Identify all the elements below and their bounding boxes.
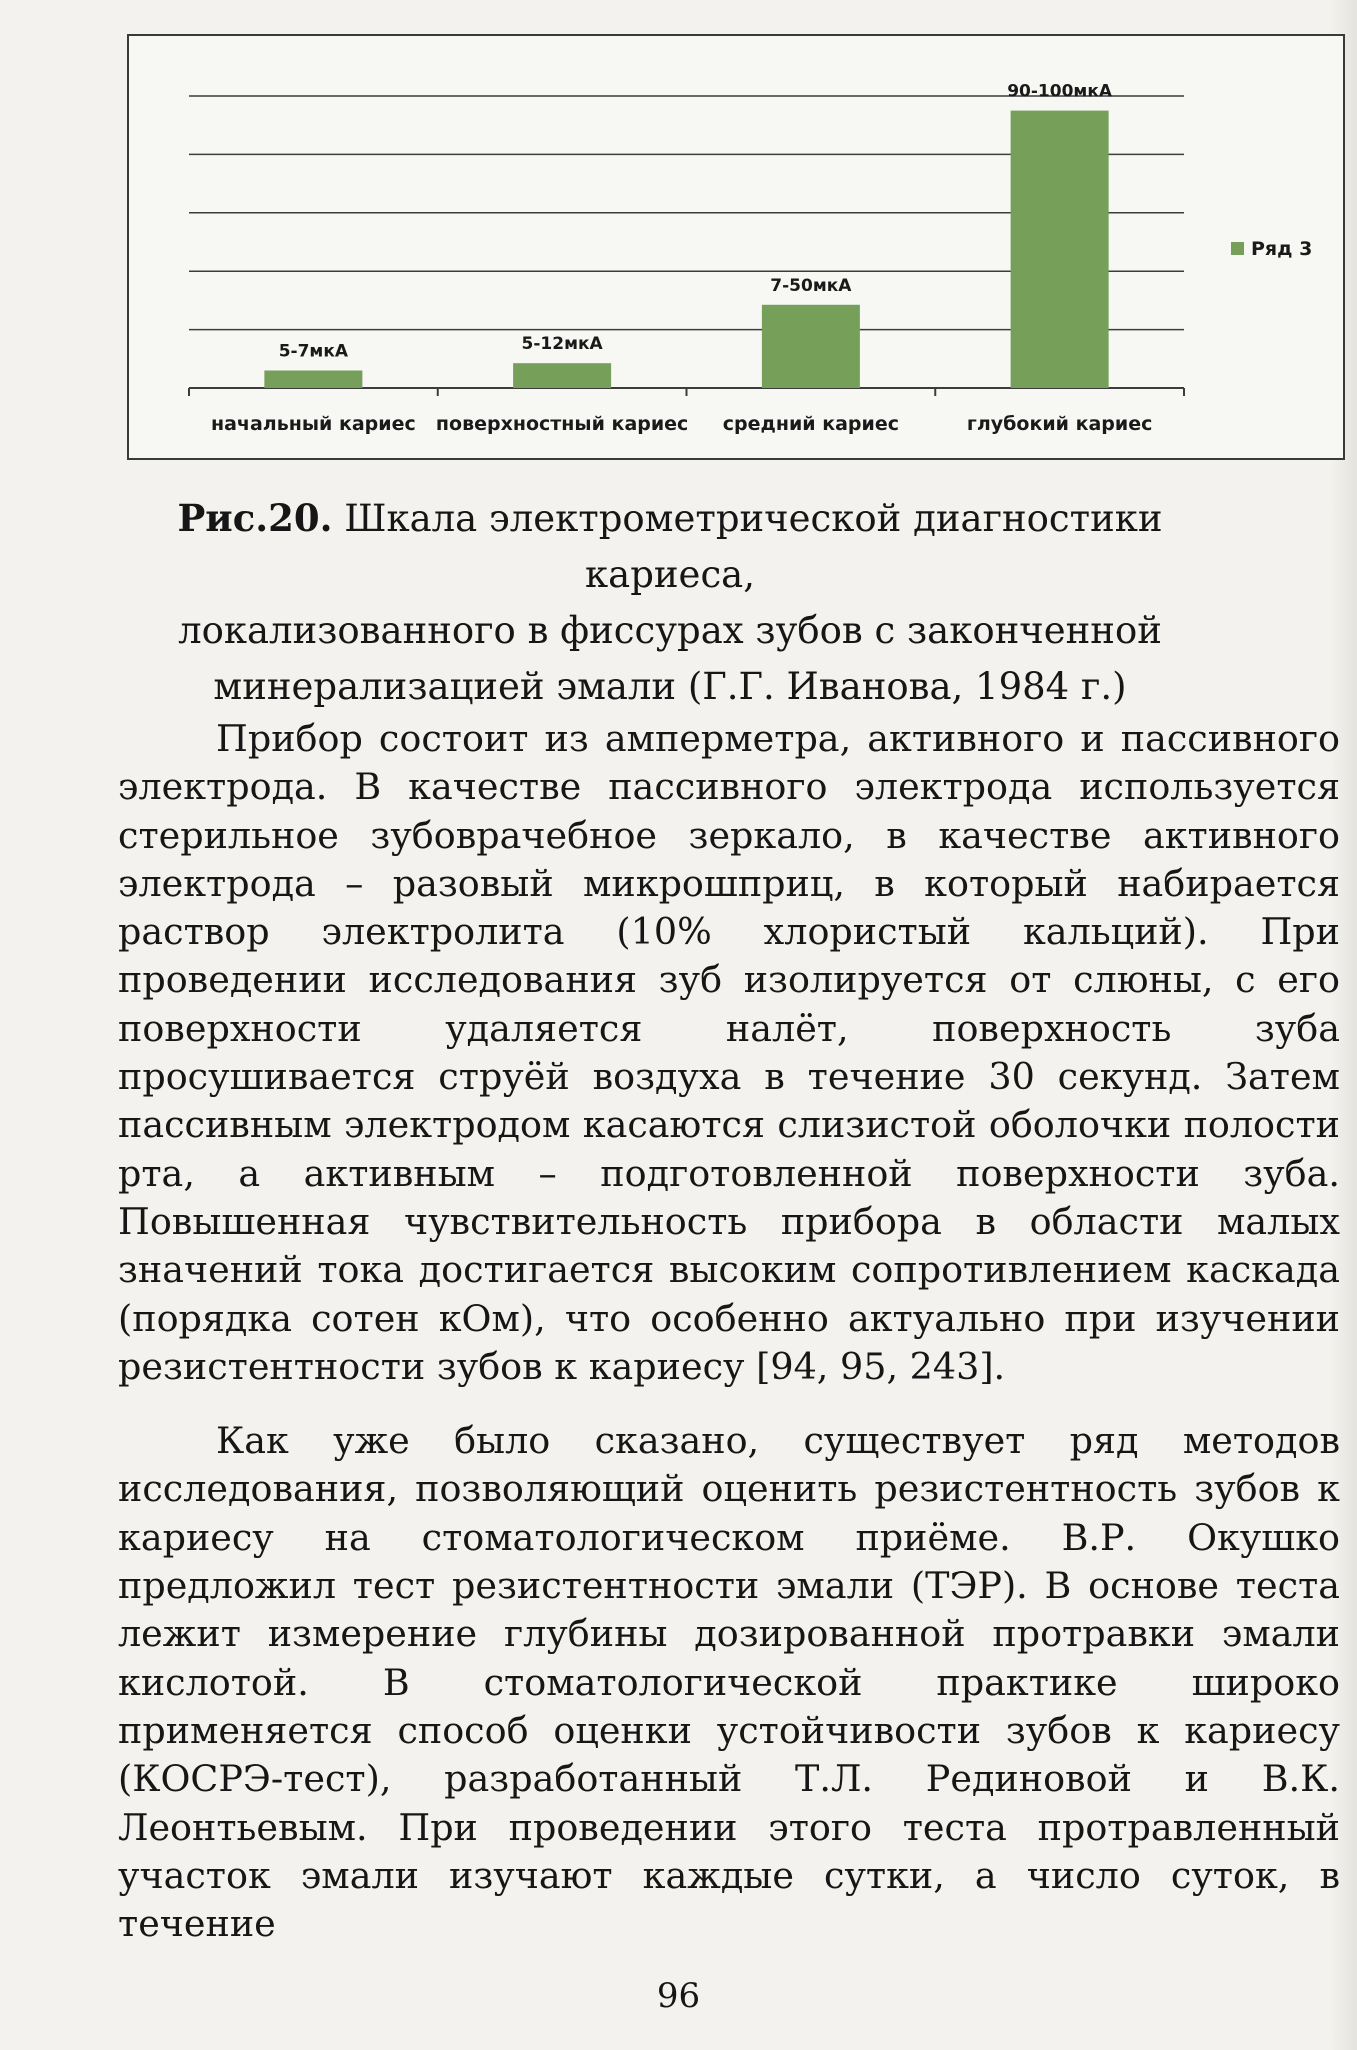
figure-caption — [120, 490, 1220, 715]
data-label-4: 90-100мкА — [1007, 81, 1113, 102]
caption-line-2: локализованного в фиссурах зубов с законченной — [178, 609, 1162, 652]
caption-text-1: Шкала электрометрической диагностики кариеса, — [344, 497, 1163, 596]
x-tick-label-1: начальный кариес — [210, 413, 416, 435]
bar-chart — [127, 34, 1345, 460]
caption-line-3: минерализацией эмали (Г.Г. Иванова, 1984 г.) — [213, 665, 1127, 708]
paragraph-2: Как уже было сказано, существует ряд методов исследования, позволяющий оценить резистентность зубов к кариесу на стоматологическом приёме. В.Р. Окушко предложил тест резистентности эмали (ТЭР). В основе теста лежит измерение глубины дозированной протравки эмали кислотой. В стоматологической практике широко применяется способ оценки устойчивости зубов к кариесу (КОСРЭ-тест), разработанный Т.Л. Рединовой и В.К. Леонтьевым. При проведении этого теста протравленный участок эмали изучают каждые сутки, а число суток, в течение — [118, 1419, 1340, 1946]
data-label-2: 5-12мкА — [521, 334, 603, 355]
page-number: 96 — [656, 1976, 701, 2016]
legend-swatch — [1231, 242, 1244, 255]
caption-label: Рис.20. — [177, 496, 333, 540]
bar-1 — [264, 370, 362, 388]
caption-line-1 — [120, 490, 1220, 603]
bar-2 — [513, 363, 611, 388]
legend-label: Ряд 3 — [1251, 238, 1313, 260]
chart-canvas — [129, 36, 1343, 458]
body-text — [118, 715, 1340, 1948]
x-tick-label-4: глубокий кариес — [966, 413, 1153, 435]
data-label-1: 5-7мкА — [278, 341, 349, 362]
data-label-3: 7-50мкА — [770, 275, 852, 296]
x-tick-label-2: поверхностный кариес — [435, 413, 689, 435]
x-tick-label-3: средний кариес — [722, 413, 899, 435]
paragraph-1: Прибор состоит из амперметра, активного и пассивного электрода. В качестве пассивного электрода используется стерильное зубоврачебное зеркало, в качестве активного электрода – разовый микрошприц, в который набирается раствор электролита (10% хлористый кальций). При проведении исследования зуб изолируется от слюны, с его поверхности удаляется налёт, поверхность зуба просушивается струёй воздуха в течение 30 секунд. Затем пассивным электродом касаются слизистой оболочки полости рта, а активным – подготовленной поверхности зуба. Повышенная чувствительность прибора в области малых значений тока достигается высоким сопротивлением каскада (порядка сотен кОм), что особенно актуально при изучении резистентности зубов к кариесу [94, 95, 243]. — [118, 717, 1340, 1388]
bar-3 — [762, 305, 860, 388]
bar-4 — [1011, 111, 1109, 388]
